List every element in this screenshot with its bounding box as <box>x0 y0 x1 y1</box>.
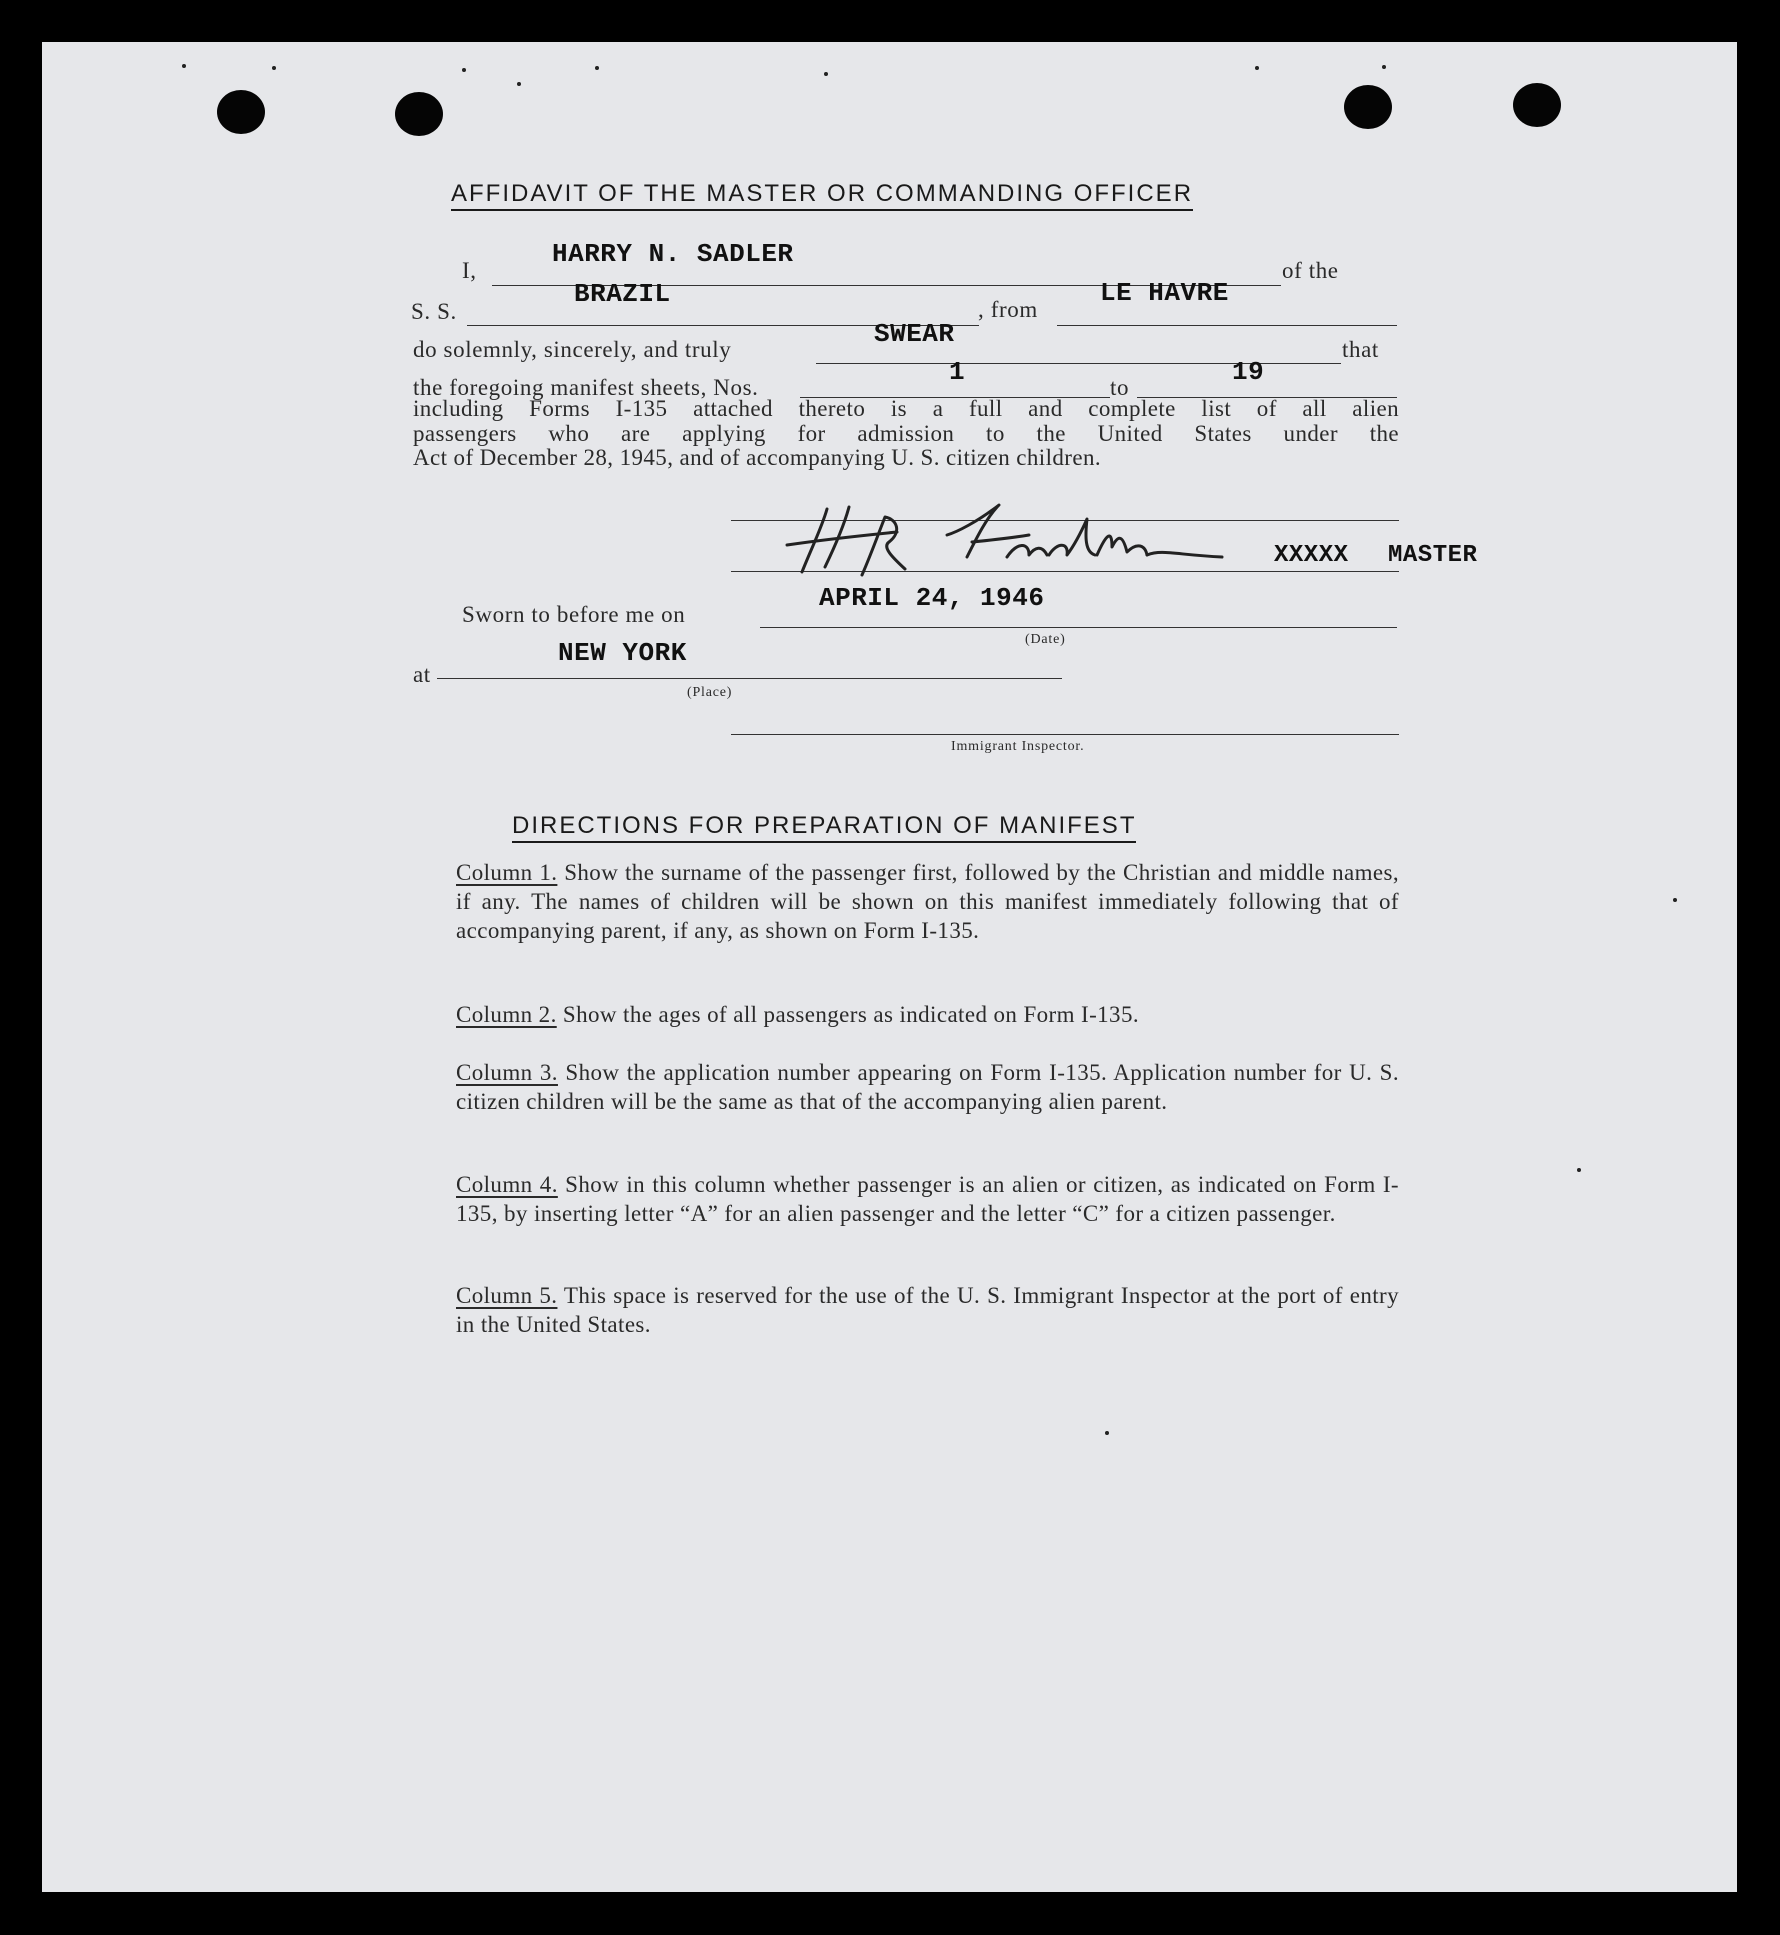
label-sworn: Sworn to before me on <box>462 602 686 627</box>
oath-word: SWEAR <box>874 319 955 349</box>
sworn-date: APRIL 24, 1946 <box>819 583 1045 613</box>
direction-label: Column 3. <box>456 1060 558 1085</box>
label-of-the: of the <box>1282 258 1339 283</box>
punch-hole <box>395 92 443 136</box>
punch-hole <box>1513 83 1561 127</box>
speck <box>1382 65 1386 69</box>
punch-hole <box>217 90 265 134</box>
signature-image <box>767 497 1227 582</box>
port-line <box>1057 325 1397 326</box>
affidavit-title: AFFIDAVIT OF THE MASTER OR COMMANDING OFFICER <box>451 180 1193 211</box>
speck <box>272 66 276 70</box>
inspector-line <box>731 734 1399 735</box>
speck <box>182 64 186 68</box>
punch-hole <box>1344 85 1392 129</box>
document-page <box>42 42 1737 1892</box>
direction-text: Show the surname of the passenger first, followed by the Christian and middle names, if any. The names of children will be shown on this manifest immediately following that of accompanying parent, if any, as shown on Form I-135. <box>456 860 1399 943</box>
sheet-to: 19 <box>1232 357 1265 387</box>
direction-item <box>456 1281 1399 1339</box>
label-ss: S. S. <box>411 299 457 324</box>
speck <box>462 68 466 72</box>
speck <box>1105 1431 1109 1435</box>
direction-text: This space is reserved for the use of the U. S. Immigrant Inspector at the port of entry in the United States. <box>456 1283 1399 1337</box>
label-from: , from <box>978 297 1038 322</box>
title-struck: XXXXX <box>1274 542 1349 569</box>
speck <box>1577 1168 1581 1172</box>
affidavit-body <box>413 397 1399 471</box>
direction-label: Column 4. <box>456 1172 558 1197</box>
speck <box>595 66 599 70</box>
direction-item <box>456 1000 1399 1029</box>
inspector-caption: Immigrant Inspector. <box>951 739 1085 754</box>
date-caption: (Date) <box>1025 632 1066 647</box>
direction-label: Column 1. <box>456 860 558 885</box>
direction-text: Show the ages of all passengers as indicated on Form I-135. <box>562 1002 1140 1027</box>
place-line <box>437 678 1062 679</box>
sheet-from: 1 <box>949 357 966 387</box>
speck <box>1673 898 1677 902</box>
label-at: at <box>413 662 431 687</box>
sworn-place: NEW YORK <box>558 638 687 668</box>
direction-text: Show in this column whether passenger is an alien or citizen, as indicated on Form I-135, by inserting letter “A” for an alien passenger and the letter “C” for a citizen passenger. <box>456 1172 1399 1226</box>
speck <box>1255 66 1259 70</box>
direction-label: Column 2. <box>456 1002 557 1027</box>
ship-name: BRAZIL <box>574 279 671 309</box>
affidavit-body-line: Act of December 28, 1945, and of accompanying U. S. citizen children. <box>413 445 1101 470</box>
departure-port: LE HAVRE <box>1100 278 1229 308</box>
direction-label: Column 5. <box>456 1283 558 1308</box>
date-line <box>760 627 1397 628</box>
label-that: that <box>1342 337 1379 362</box>
direction-item <box>456 1058 1399 1116</box>
speck <box>517 82 521 86</box>
label-swear-prefix: do solemnly, sincerely, and truly <box>413 337 732 362</box>
label-to: to <box>1110 375 1130 400</box>
speck <box>824 72 828 76</box>
direction-text: Show the application number appearing on Form I-135. Application number for U. S. citizen children will be the same as that of the accompanying alien parent. <box>456 1060 1399 1114</box>
label-nos: the foregoing manifest sheets, Nos. <box>413 375 759 400</box>
affidavit-body-line: passengers who are applying for admission to the United States under the <box>413 420 1399 446</box>
label-i: I, <box>462 258 477 283</box>
place-caption: (Place) <box>687 685 733 700</box>
direction-item <box>456 858 1399 945</box>
direction-item <box>456 1170 1399 1228</box>
master-name: HARRY N. SADLER <box>552 239 794 269</box>
title-role: MASTER <box>1388 542 1478 569</box>
affidavit-body-line: including Forms I-135 attached thereto is a full and complete list of all alien <box>413 396 1399 421</box>
directions-title: DIRECTIONS FOR PREPARATION OF MANIFEST <box>512 812 1136 843</box>
